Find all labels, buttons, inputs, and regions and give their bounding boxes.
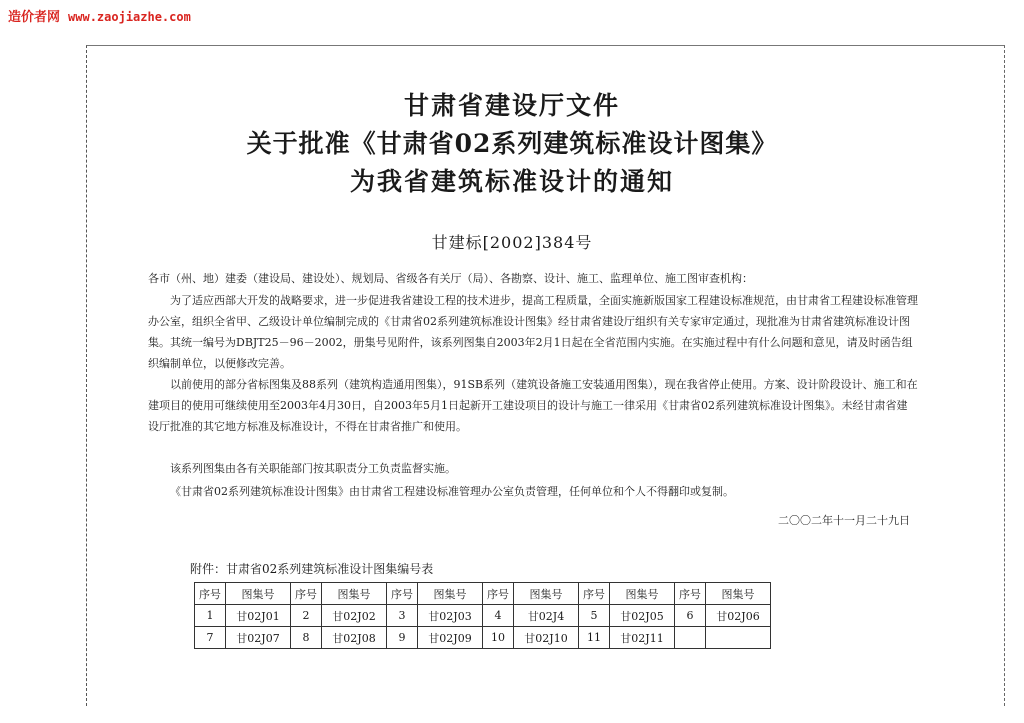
header-cell: 序号 <box>291 583 322 605</box>
watermark <box>8 6 191 25</box>
table-cell: 甘02J03 <box>418 605 483 627</box>
paragraph-text: 为了适应西部大开发的战略要求，进一步促进我省建设工程的技术进步，提高工程质量，全面实施新版国家工程建设标准规范，由甘肃省工程建设标准管理办公室，组织全省甲、乙级设计单位编制完成的《甘肃省02系列建筑标准设计图集》经甘肃省建设厅组织有关专家审定通过，现批准为甘肃省建筑标准设计图集。其统一编号为DBJT25－96－2002，册集号见附件，该系列图集自2003年2月1日起在全省范围内实施。在实施过程中有什么问题和意见，请及时函告组织编制单位，以便修改完善。 <box>148 294 918 370</box>
table-cell <box>675 627 706 649</box>
table-cell: 9 <box>387 627 418 649</box>
table-cell: 甘02J11 <box>610 627 675 649</box>
table-cell: 甘02J01 <box>226 605 291 627</box>
header-cell: 图集号 <box>226 583 291 605</box>
table-cell: 甘02J4 <box>514 605 579 627</box>
table-header-row <box>195 583 771 605</box>
header-cell: 序号 <box>483 583 514 605</box>
table-cell: 10 <box>483 627 514 649</box>
table-cell: 甘02J06 <box>706 605 771 627</box>
document-number: 甘建标[2002]384号 <box>431 233 593 252</box>
title-line-3: 为我省建筑标准设计的通知 <box>349 167 674 196</box>
paragraph <box>148 290 918 374</box>
table-cell: 8 <box>291 627 322 649</box>
header-cell: 序号 <box>195 583 226 605</box>
table-cell: 5 <box>579 605 610 627</box>
addressee <box>148 268 918 289</box>
table-cell: 甘02J08 <box>322 627 387 649</box>
table-cell: 6 <box>675 605 706 627</box>
paragraph <box>148 374 918 437</box>
table-cell: 4 <box>483 605 514 627</box>
header-cell: 图集号 <box>610 583 675 605</box>
paragraph-text: 以前使用的部分省标图集及88系列（建筑构造通用图集），91SB系列（建筑设备施工安装通用图集），现在我省停止使用。方案、设计阶段设计、施工和在建项目的使用可继续使用至2003年4月30日，自2003年5月1日起新开工建设项目的设计与施工一律采用《甘肃省02系列建筑标准设计图集》。未经甘肃省建设厅批准的其它地方标准及标准设计，不得在甘肃省推广和使用。 <box>148 378 918 433</box>
table-cell: 2 <box>291 605 322 627</box>
table-cell: 甘02J02 <box>322 605 387 627</box>
issue-date: 二〇〇二年十一月二十九日 <box>778 514 910 527</box>
table-cell: 甘02J07 <box>226 627 291 649</box>
table-cell: 甘02J09 <box>418 627 483 649</box>
title-line-2: 关于批准《甘肃省02系列建筑标准设计图集》 <box>246 129 778 158</box>
table-cell: 甘02J10 <box>514 627 579 649</box>
table-row <box>195 605 771 627</box>
table-cell: 11 <box>579 627 610 649</box>
table-row <box>195 627 771 649</box>
table-cell: 7 <box>195 627 226 649</box>
attachment-title: 附件：甘肃省02系列建筑标准设计图集编号表 <box>190 562 434 576</box>
watermark-url: www.zaojiazhe.com <box>68 10 191 24</box>
table-cell: 甘02J05 <box>610 605 675 627</box>
header-cell: 序号 <box>579 583 610 605</box>
header-cell: 图集号 <box>706 583 771 605</box>
header-cell: 序号 <box>387 583 418 605</box>
watermark-site: 造价者网 <box>8 10 61 25</box>
paragraph-text: 《甘肃省02系列建筑标准设计图集》由甘肃省工程建设标准管理办公室负责管理，任何单位和个人不得翻印或复制。 <box>170 485 734 498</box>
table-cell: 1 <box>195 605 226 627</box>
paragraph <box>148 481 918 502</box>
header-cell: 序号 <box>675 583 706 605</box>
header-cell: 图集号 <box>322 583 387 605</box>
title-line-1: 甘肃省建设厅文件 <box>403 91 620 120</box>
table-cell: 3 <box>387 605 418 627</box>
header-cell: 图集号 <box>418 583 483 605</box>
paragraph <box>148 458 918 479</box>
table-cell <box>706 627 771 649</box>
addressee-text: 各市（州、地）建委（建设局、建设处）、规划局、省级各有关厅（局）、各勘察、设计、施工、监理单位、施工图审查机构： <box>148 272 753 285</box>
header-cell: 图集号 <box>514 583 579 605</box>
paragraph-text: 该系列图集由各有关职能部门按其职责分工负责监督实施。 <box>170 462 456 475</box>
atlas-number-table <box>194 582 771 649</box>
